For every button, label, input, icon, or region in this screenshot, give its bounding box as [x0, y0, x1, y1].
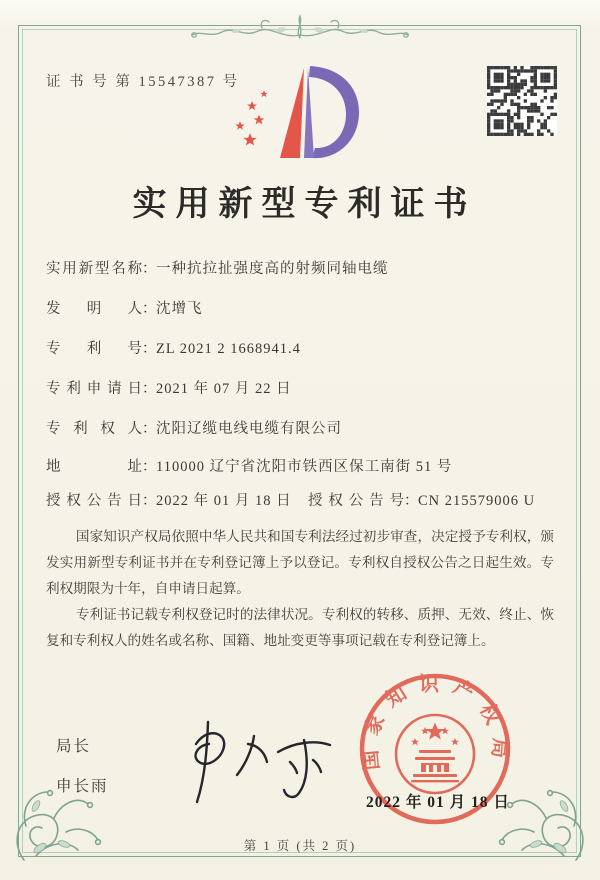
field-colon: ： — [142, 493, 157, 509]
legal-paragraph-1: 国家知识产权局依照中华人民共和国专利法经过初步审查，决定授予专利权，颁发实用新型专利证书并在专利登记簿上予以登记。专利权自授权公告之日起生效。专利权期限为十年，自申请日起算。 — [46, 529, 554, 596]
field-grant-date — [46, 489, 292, 510]
field-filing-date — [46, 377, 292, 398]
svg-text:国家知识产权局 — [358, 672, 512, 771]
field-label: 实用新型名称 — [46, 261, 142, 277]
field-label: 授权公告日 — [46, 493, 142, 509]
field-colon: ： — [142, 301, 157, 317]
cnipa-logo-icon — [232, 58, 372, 168]
field-utility-model-name — [46, 257, 389, 278]
field-colon: ： — [142, 341, 157, 357]
field-label: 地址 — [46, 459, 142, 475]
field-colon: ： — [404, 493, 419, 509]
page-number: 第 1 页 (共 2 页) — [243, 839, 357, 853]
commissioner-block — [56, 734, 109, 796]
field-inventor — [46, 297, 203, 318]
field-label: 专利申请日 — [46, 381, 142, 397]
legal-paragraph-2: 专利证书记载专利权登记时的法律状况。专利权的转移、质押、无效、终止、恢复和专利权人的姓名或名称、国籍、地址变更等事项记载在专利登记簿上。 — [46, 607, 554, 648]
field-colon: ： — [142, 459, 157, 475]
field-value: CN 215579006 U — [418, 493, 536, 509]
seal-arc-text: 国家知识产权局 — [358, 673, 512, 772]
field-value: 2022 年 01 月 18 日 — [156, 493, 292, 509]
field-value: 一种抗拉扯强度高的射频同轴电缆 — [156, 261, 389, 277]
field-address — [46, 455, 452, 476]
qr-code-icon — [487, 66, 557, 136]
seal-date: 2022 年 01 月 18 日 — [366, 794, 510, 811]
commissioner-title: 局长 — [56, 738, 92, 755]
field-label: 发明人 — [46, 301, 142, 317]
field-grant-number — [308, 489, 535, 510]
field-value: 2021 年 07 月 22 日 — [156, 381, 292, 397]
field-patent-number — [46, 337, 301, 358]
field-colon: ： — [142, 421, 157, 437]
certificate-title: 实用新型专利证书 — [132, 186, 477, 223]
certificate-number: 证 书 号 第 15547387 号 — [46, 74, 240, 90]
field-value: 沈增飞 — [156, 301, 203, 317]
top-flourish-ornament-icon — [186, 8, 414, 42]
field-value: 110000 辽宁省沈阳市铁西区保工南街 51 号 — [156, 459, 453, 475]
field-label: 专利号 — [46, 341, 142, 357]
commissioner-signature-icon — [150, 700, 340, 810]
field-label: 授权公告号 — [308, 493, 404, 509]
field-patentee — [46, 417, 342, 438]
field-label: 专利权人 — [46, 421, 142, 437]
field-value: ZL 2021 2 1668941.4 — [156, 341, 301, 357]
field-colon: ： — [142, 261, 157, 277]
field-value: 沈阳辽缆电线电缆有限公司 — [156, 421, 342, 437]
legal-text-block — [46, 524, 554, 654]
field-colon: ： — [142, 381, 157, 397]
commissioner-name: 申长雨 — [56, 778, 109, 795]
